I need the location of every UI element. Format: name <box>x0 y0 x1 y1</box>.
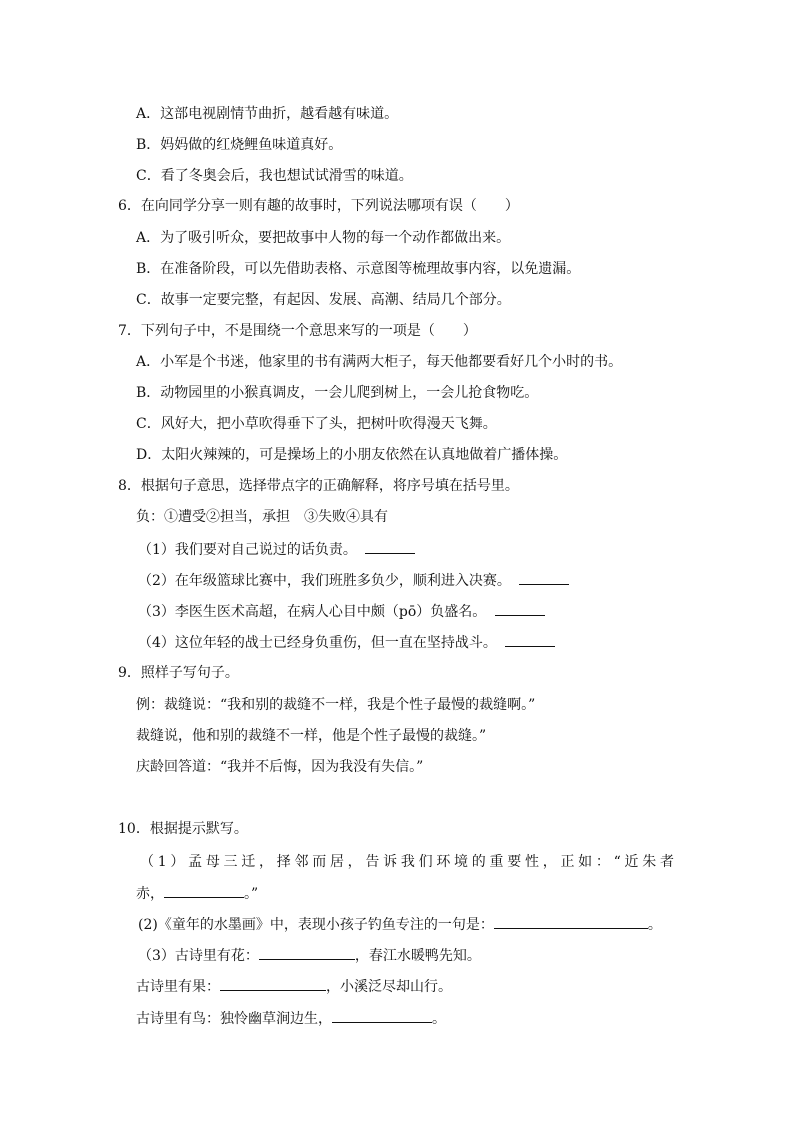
q8-stem: 8．根据句子意思，选择带点字的正确解释，将序号填在括号里。 <box>118 478 519 494</box>
q7-option-c: C．风好大，把小草吹得垂下了头，把树叶吹得漫天飞舞。 <box>136 416 497 432</box>
q10-bird-prefix: 古诗里有鸟：独怜幽草涧边生， <box>136 1011 332 1027</box>
q5-option-a: A．这部电视剧情节曲折，越看越有味道。 <box>136 106 399 122</box>
q8-item-3-text: （3）李医生医术高超，在病人心目中颇（pō）负盛名。 <box>138 604 487 620</box>
q10-item-fruit <box>136 976 452 997</box>
q8-answer-blank-4[interactable] <box>505 632 555 647</box>
q10-fruit-suffix: ，小溪泛尽却山行。 <box>326 979 452 995</box>
q7-option-a: A．小军是个书迷，他家里的书有满两大柜子，每天他都要看好几个小时的书。 <box>136 354 623 370</box>
q9-example-rewritten: 裁缝说，他和别的裁缝不一样，他是个性子最慢的裁缝。” <box>136 728 487 744</box>
q6-option-b: B．在准备阶段，可以先借助表格、示意图等梳理故事内容，以免遗漏。 <box>136 261 581 277</box>
q10-answer-blank-5[interactable] <box>332 1008 432 1023</box>
q8-item-1-text: （1）我们要对自己说过的话负责。 <box>138 542 357 558</box>
q10-item-bird <box>136 1008 446 1029</box>
q9-task-sentence: 庆龄回答道：“我并不后悔，因为我没有失信。” <box>136 759 424 775</box>
q8-item-2 <box>138 570 569 591</box>
q10-stem: 10．根据提示默写。 <box>118 821 248 837</box>
q6-option-c: C．故事一定要完整，有起因、发展、高潮、结局几个部分。 <box>136 292 511 308</box>
q9-stem: 9．照样子写句子。 <box>118 665 239 681</box>
q10-item-1-line-2 <box>136 883 258 904</box>
q8-answer-blank-2[interactable] <box>519 570 569 585</box>
q10-item-3-prefix: （3）古诗里有花： <box>138 948 259 964</box>
q8-item-1 <box>138 539 415 560</box>
q10-item-3 <box>138 945 481 966</box>
q5-option-c: C．看了冬奥会后，我也想试试滑雪的味道。 <box>136 168 413 184</box>
q10-item-1-suffix: 。” <box>244 886 259 902</box>
q10-item-2-text: (2)《童年的水墨画》中，表现小孩子钓鱼专注的一句是： <box>138 917 494 933</box>
q5-option-b: B．妈妈做的红烧鲤鱼味道真好。 <box>136 137 343 153</box>
q8-definitions: 负：①遭受②担当，承担 ③失败④具有 <box>136 509 388 525</box>
q8-item-3 <box>138 601 545 622</box>
q10-answer-blank-4[interactable] <box>220 976 326 991</box>
q9-example-original: 例：裁缝说：“我和别的裁缝不一样，我是个性子最慢的裁缝啊。” <box>136 697 536 713</box>
q8-answer-blank-1[interactable] <box>365 539 415 554</box>
q6-stem: 6．在向同学分享一则有趣的故事时，下列说法哪项有误（ ） <box>118 198 519 214</box>
q10-answer-blank-1[interactable] <box>164 883 244 898</box>
q8-answer-blank-3[interactable] <box>495 601 545 616</box>
q10-answer-blank-3[interactable] <box>259 945 355 960</box>
q7-stem: 7．下列句子中，不是围绕一个意思来写的一项是（ ） <box>118 323 477 339</box>
q8-item-4-text: （4）这位年轻的战士已经身负重伤，但一直在坚持战斗。 <box>138 635 497 651</box>
q8-item-2-text: （2）在年级篮球比赛中，我们班胜多负少，顺利进入决赛。 <box>138 573 511 589</box>
q10-answer-blank-2[interactable] <box>494 914 648 929</box>
q10-item-2-suffix: 。 <box>647 917 662 933</box>
q10-item-1-prefix: 赤， <box>136 886 164 902</box>
q8-item-4 <box>138 632 555 653</box>
q7-option-b: B．动物园里的小猴真调皮，一会儿爬到树上，一会儿抢食物吃。 <box>136 385 539 401</box>
q10-fruit-prefix: 古诗里有果： <box>136 979 220 995</box>
q10-item-2 <box>138 914 662 935</box>
q10-bird-suffix: 。 <box>432 1011 446 1027</box>
q7-option-d: D．太阳火辣辣的，可是操场上的小朋友依然在认真地做着广播体操。 <box>136 447 568 463</box>
q6-option-a: A．为了吸引听众，要把故事中人物的每一个动作都做出来。 <box>136 230 511 246</box>
q10-item-3-suffix: ，春江水暖鸭先知。 <box>354 948 481 964</box>
q10-item-1-line-1: （1）孟母三迁，择邻而居，告诉我们环境的重要性，正如：“近朱者 <box>140 854 674 870</box>
